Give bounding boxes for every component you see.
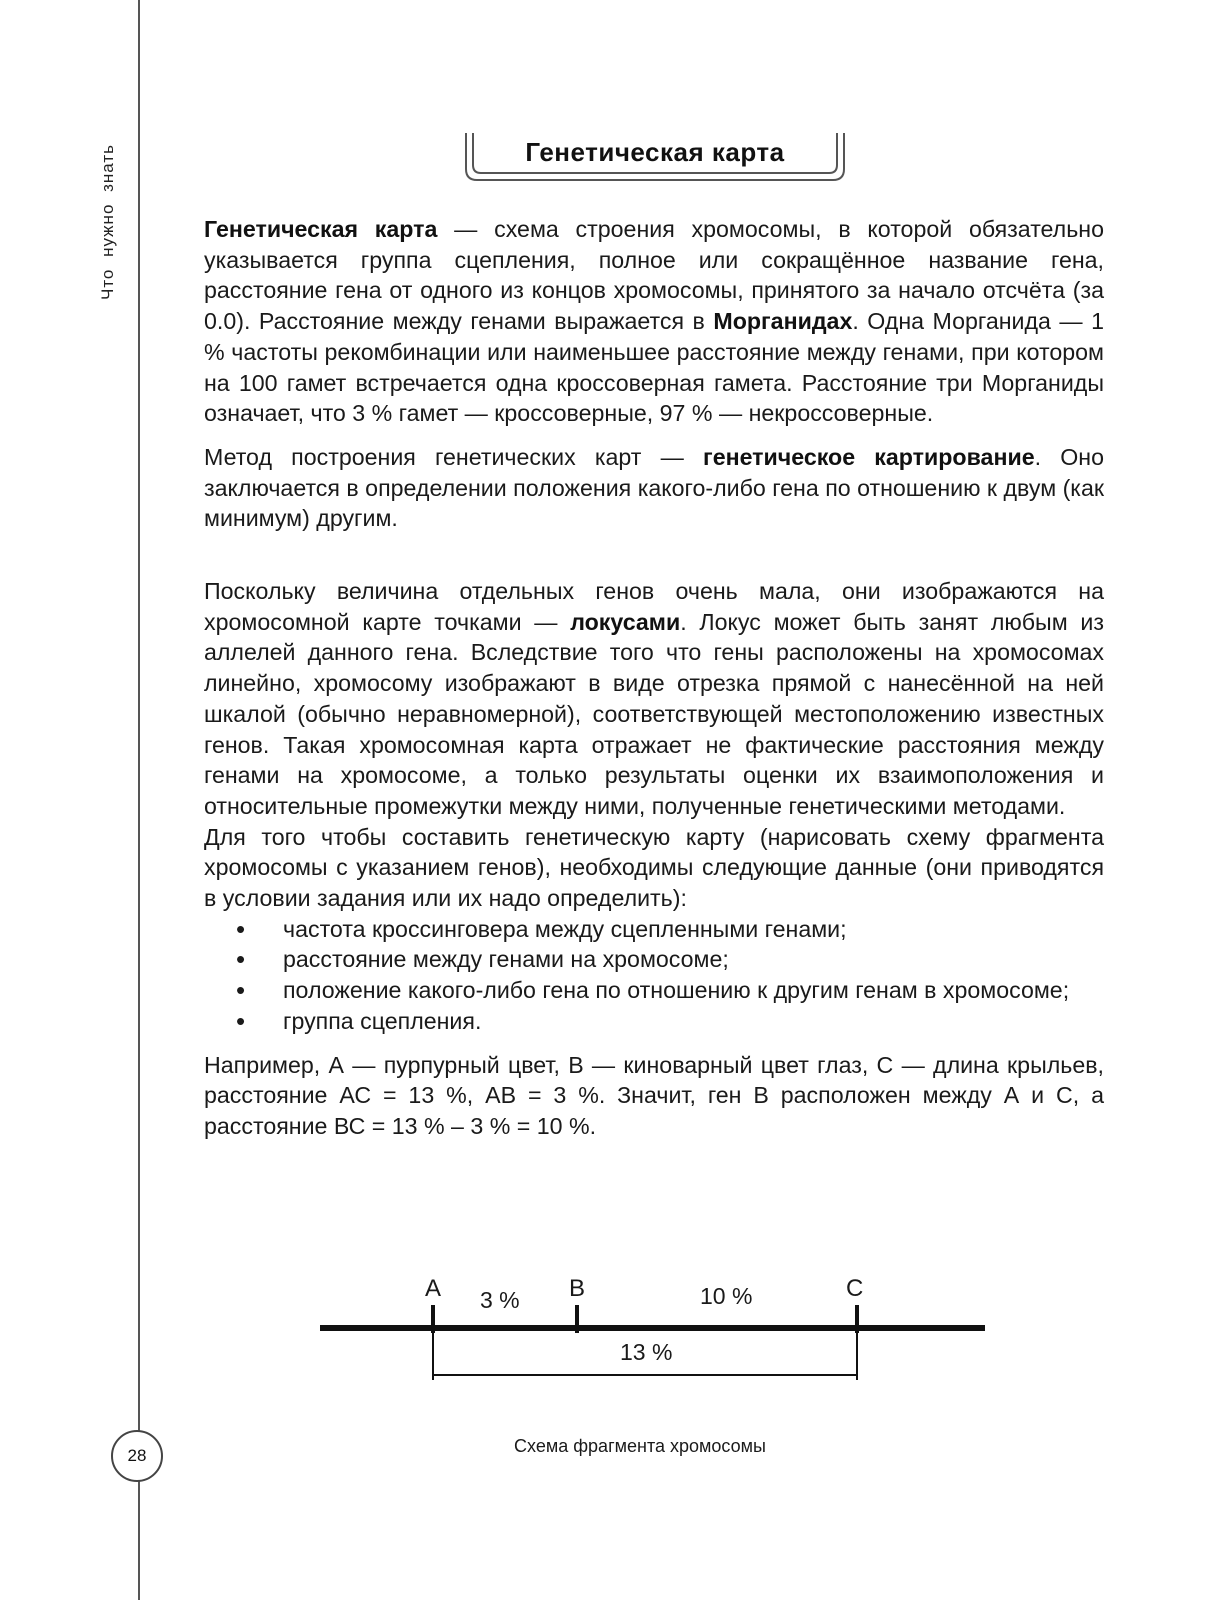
paragraph-text: . Одна Морганида — 1 % частоты рекомбинации или наименьшее расстояние между генами, при котором на 100 гамет встречается одна кроссоверная гамета. Расстояние три Морганиды означает, что 3 % гамет — кроссоверные, 97 % — некроссоверные. bbox=[204, 308, 1104, 427]
paragraph-method bbox=[204, 442, 1104, 534]
term-morganids: Морганидах bbox=[713, 308, 853, 335]
main-text bbox=[204, 214, 1104, 1142]
chromosome-scheme bbox=[320, 1275, 1000, 1385]
distance-ab-label: 3 % bbox=[480, 1287, 520, 1313]
list-item: • положение какого-либо гена по отношению к другим генам в хромосоме; bbox=[204, 975, 1104, 1006]
requirements-list bbox=[204, 914, 1104, 1037]
section-label: Что нужно знать bbox=[98, 143, 117, 300]
paragraph-text: Поскольку величина отдельных генов очень мала, они изображаются на хромосомной карте точками — bbox=[204, 578, 1104, 635]
paragraph-text: . Оно заключается в определении положения какого-либо гена по отношению к двум (как минимум) другим. bbox=[204, 443, 1104, 532]
scheme-caption: Схема фрагмента хромосомы bbox=[514, 1436, 766, 1456]
paragraph-text: Метод построения генетических карт — bbox=[204, 443, 704, 470]
list-item: • расстояние между генами на хромосоме; bbox=[204, 944, 1104, 975]
term-genetic-mapping: генетическое картирование bbox=[703, 443, 1035, 470]
page-title: Генетическая карта bbox=[525, 137, 785, 167]
term-loci: локусами bbox=[570, 608, 681, 635]
marker-a-label: A bbox=[425, 1275, 442, 1302]
distance-bc-label: 10 % bbox=[700, 1283, 753, 1309]
page-number: 28 bbox=[111, 1430, 163, 1482]
paragraph-text: — схема строения хромосомы, в которой обязательно указывается группа сцепления, полное или сокращённое название гена, расстояние гена от одного из концов хромосомы, принятого за начало отсчёта (за 0.0). Расстояние между генами выражается в bbox=[204, 216, 1104, 335]
term-genetic-map: Генетическая карта bbox=[204, 216, 438, 242]
list-item: • группа сцепления. bbox=[204, 1006, 1104, 1037]
page-title-box bbox=[465, 133, 845, 181]
marker-c-label: C bbox=[846, 1275, 864, 1302]
marker-b-label: B bbox=[569, 1275, 586, 1302]
margin-line bbox=[138, 0, 140, 1600]
paragraph-requirements: Для того чтобы составить генетическую карту (нарисовать схему фрагмента хромосомы с указанием генов), необходимы следующие данные (они приводятся в условии задания или их надо определить): bbox=[204, 823, 1104, 912]
paragraph-definition bbox=[204, 214, 1104, 429]
chromosome-diagram bbox=[320, 1275, 1000, 1385]
paragraph-text: . Локус может быть занят любым из аллелей данного гена. Вследствие того что гены расположены на хромосомах линейно, хромосому изображают в виде отрезка прямой с нанесённой на ней шкалой (обычно неравномерной), соответствующей местоположению известных генов. Такая хромосомная карта отражает не фактические расстояния между генами на хромосоме, а только результаты оценки их взаимоположения и относительные промежутки между ними, полученные генетическими методами. bbox=[204, 608, 1104, 819]
list-item: • частота кроссинговера между сцепленными генами; bbox=[204, 914, 1104, 945]
paragraph-example: Например, А — пурпурный цвет, В — киноварный цвет глаз, С — длина крыльев, расстояние АС = 13 %, АВ = 3 %. Значит, ген В расположен между А и С, а расстояние ВС = 13 % – 3 % = 10 %. bbox=[204, 1051, 1104, 1139]
paragraph-loci bbox=[204, 576, 1104, 822]
distance-ac-label: 13 % bbox=[620, 1339, 673, 1365]
